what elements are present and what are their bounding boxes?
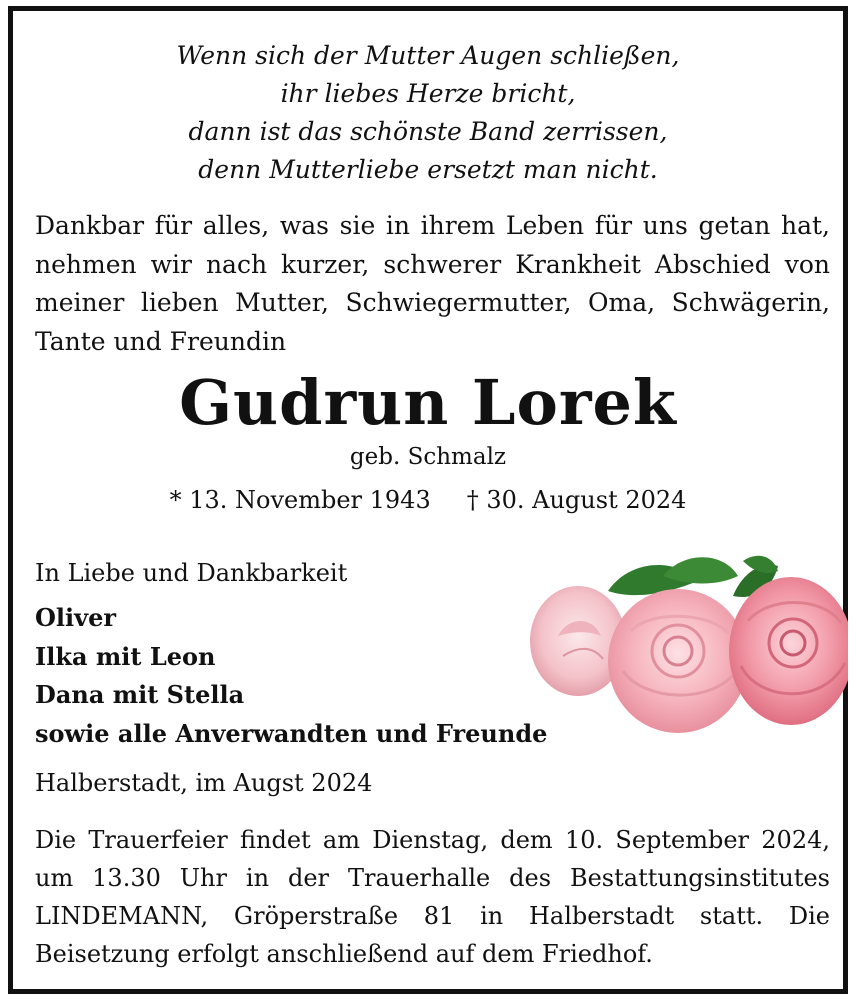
place-and-date: Halberstadt, im Augst 2024	[35, 769, 373, 797]
birth-date: * 13. November 1943	[169, 486, 431, 514]
poem	[13, 37, 843, 189]
rose-icon	[608, 589, 748, 733]
intro-line: meiner lieben Mutter, Schwiegermutter, Oma, Schwägerin,	[35, 288, 830, 317]
obituary-notice	[8, 6, 848, 994]
intro-line: Dankbar für alles, was sie in ihrem Leben für uns getan hat,	[35, 211, 830, 240]
poem-line: Wenn sich der Mutter Augen schließen,	[176, 41, 680, 70]
family-list	[35, 599, 547, 753]
funeral-line: Die Trauerfeier findet am Dienstag, dem 10. September 2024,	[35, 826, 830, 854]
funeral-line: Beisetzung erfolgt anschließend auf dem Friedhof.	[35, 940, 653, 968]
poem-line: dann ist das schönste Band zerrissen,	[188, 117, 668, 146]
funeral-line: um 13.30 Uhr in der Trauerhalle des Bestattungsinstitutes	[35, 864, 830, 892]
rose-icon	[729, 577, 848, 725]
poem-line: ihr liebes Herze bricht,	[280, 79, 576, 108]
maiden-name: geb. Schmalz	[349, 444, 507, 470]
poem-line: denn Mutterliebe ersetzt man nicht.	[198, 155, 658, 184]
intro-text	[35, 207, 830, 361]
funeral-line: LINDEMANN, Gröperstraße 81 in Halberstadt statt. Die	[35, 902, 830, 930]
funeral-details	[35, 821, 830, 973]
closing-phrase: In Liebe und Dankbarkeit	[35, 559, 348, 587]
family-member: sowie alle Anverwandten und Freunde	[35, 718, 548, 748]
deceased-name: Gudrun Lorek	[179, 366, 677, 439]
family-member: Oliver	[35, 603, 116, 632]
roses-image	[523, 551, 848, 736]
family-member: Dana mit Stella	[35, 680, 245, 709]
life-dates	[13, 483, 843, 517]
family-member: Ilka mit Leon	[35, 641, 216, 671]
intro-line: nehmen wir nach kurzer, schwerer Krankheit Abschied von	[35, 249, 830, 279]
death-date: † 30. August 2024	[466, 486, 687, 514]
intro-line: Tante und Freundin	[35, 326, 287, 356]
